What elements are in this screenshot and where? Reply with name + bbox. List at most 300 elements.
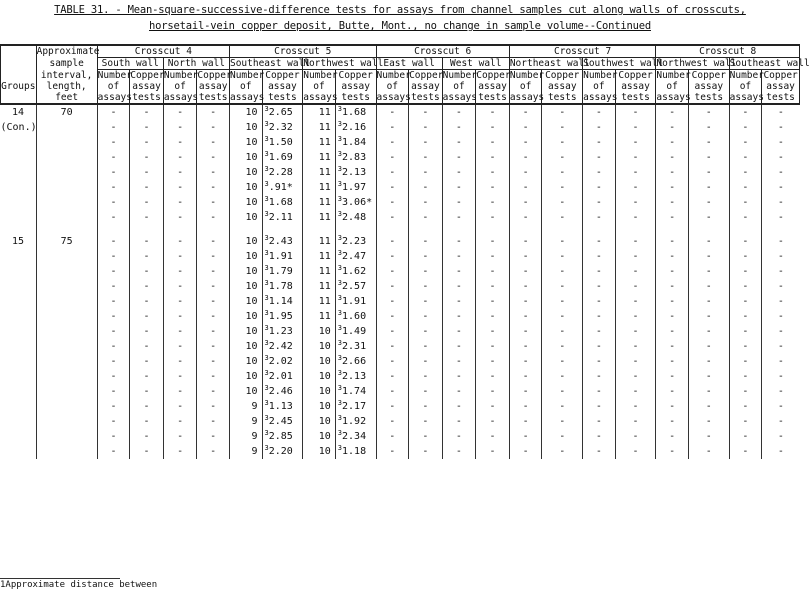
dash-cell: - — [615, 104, 656, 120]
header-wall: North wall — [163, 58, 229, 70]
nw-copper-assay-test — [335, 180, 376, 195]
dash-cell: - — [409, 339, 443, 354]
header-copper-assay-tests: assay — [542, 81, 583, 92]
dash-cell: - — [542, 279, 583, 294]
dash-cell: - — [130, 444, 164, 459]
dash-cell: - — [476, 369, 510, 384]
dash-cell: - — [688, 309, 729, 324]
dash-cell: - — [97, 294, 130, 309]
nw-number-of-assays: 11 — [303, 135, 336, 150]
footnote-marker: 3 — [337, 264, 343, 272]
dash-cell: - — [163, 354, 197, 369]
header-number-of-assays: assays — [229, 92, 265, 103]
footnote-marker: 3 — [264, 249, 269, 257]
footnote-marker: 3 — [337, 165, 343, 173]
dash-cell: - — [729, 279, 762, 294]
nw-copper-assay-test — [335, 354, 376, 369]
dash-cell: - — [130, 324, 164, 339]
data-table — [0, 44, 810, 459]
dash-cell: - — [688, 444, 729, 459]
table-row — [1, 195, 800, 210]
dash-cell: - — [656, 180, 689, 195]
dash-cell: - — [656, 324, 689, 339]
dash-cell: - — [97, 120, 130, 135]
dash-cell: - — [615, 249, 656, 264]
dash-cell: - — [376, 120, 409, 135]
dash-cell: - — [130, 180, 164, 195]
dash-cell: - — [476, 399, 510, 414]
header-number-of-assays: Number — [509, 70, 545, 81]
dash-cell: - — [409, 369, 443, 384]
footnote-marker: 3 — [337, 135, 343, 143]
nw-number-of-assays: 10 — [303, 444, 336, 459]
dash-cell: - — [376, 429, 409, 444]
nw-copper-assay-test — [335, 120, 376, 135]
dash-cell: - — [762, 195, 800, 210]
dash-cell: - — [476, 249, 510, 264]
footnote-marker: 3 — [337, 210, 343, 218]
dash-cell: - — [409, 279, 443, 294]
nw-copper-assay-test — [335, 234, 376, 249]
dash-cell: - — [442, 309, 476, 324]
dash-cell: - — [615, 444, 656, 459]
dash-cell: - — [688, 384, 729, 399]
dash-cell: - — [197, 279, 230, 294]
dash-cell: - — [442, 234, 476, 249]
dash-cell: - — [376, 339, 409, 354]
header-number-of-assays: assays — [303, 92, 338, 103]
dash-cell: - — [509, 309, 542, 324]
dash-cell: - — [542, 135, 583, 150]
nw-copper-assay-test — [335, 429, 376, 444]
value: 1.97 — [342, 182, 367, 193]
dash-cell: - — [376, 279, 409, 294]
value: 1.74 — [342, 386, 367, 397]
dash-cell: - — [509, 384, 542, 399]
footnote-marker: 3 — [264, 309, 269, 317]
dash-cell: - — [442, 294, 476, 309]
dash-cell: - — [409, 165, 443, 180]
se-number-of-assays: 9 — [229, 399, 262, 414]
dash-cell: - — [688, 210, 729, 225]
se-copper-assay-test — [262, 384, 303, 399]
group-cell — [1, 399, 37, 414]
dash-cell: - — [476, 120, 510, 135]
value: 1.60 — [342, 311, 367, 322]
se-copper-assay-test — [262, 180, 303, 195]
dash-cell: - — [476, 309, 510, 324]
footnote-marker: 3 — [264, 165, 269, 173]
nw-copper-assay-test — [335, 414, 376, 429]
group-cell — [1, 195, 37, 210]
dash-cell: - — [729, 165, 762, 180]
se-copper-assay-test — [262, 369, 303, 384]
footnote-marker: 3 — [264, 444, 269, 452]
dash-cell: - — [583, 399, 616, 414]
table-row — [1, 414, 800, 429]
value: 2.28 — [268, 167, 293, 178]
interval-cell — [36, 444, 97, 459]
dash-cell: - — [476, 444, 510, 459]
dash-cell: - — [409, 294, 443, 309]
dash-cell: - — [409, 444, 443, 459]
dash-cell: - — [163, 414, 197, 429]
dash-cell: - — [197, 414, 230, 429]
dash-cell: - — [163, 339, 197, 354]
footnote-marker: 3 — [337, 249, 343, 257]
header-number-of-assays: assays — [656, 92, 691, 103]
dash-cell: - — [163, 429, 197, 444]
footnote-marker: 3 — [337, 180, 343, 188]
interval-cell — [36, 309, 97, 324]
se-copper-assay-test — [262, 104, 303, 120]
header-number-of-assays: assays — [97, 92, 132, 103]
header-copper-assay-tests: Copper — [688, 70, 729, 82]
table-title: TABLE 31. - Mean-square-successive-difference tests for assays from channel samples cut along walls of crosscuts, — [54, 4, 746, 16]
dash-cell: - — [163, 294, 197, 309]
dash-cell: - — [409, 324, 443, 339]
dash-cell: - — [130, 120, 164, 135]
dash-cell: - — [615, 294, 656, 309]
value: .91* — [268, 182, 293, 193]
se-number-of-assays: 10 — [229, 180, 262, 195]
header-number-of-assays: Number — [583, 70, 618, 81]
dash-cell: - — [509, 210, 542, 225]
value: 2.66 — [342, 356, 367, 367]
header-copper-assay-tests: tests — [615, 92, 656, 104]
header-crosscut-4: Crosscut 4 — [97, 45, 229, 58]
dash-cell: - — [688, 120, 729, 135]
value: 1.78 — [268, 281, 293, 292]
dash-cell: - — [656, 369, 689, 384]
se-copper-assay-test — [262, 309, 303, 324]
dash-cell: - — [476, 195, 510, 210]
dash-cell: - — [163, 135, 197, 150]
dash-cell: - — [729, 180, 762, 195]
group-cell — [1, 354, 37, 369]
nw-copper-assay-test — [335, 150, 376, 165]
dash-cell: - — [442, 120, 476, 135]
table-row — [1, 339, 800, 354]
dash-cell: - — [197, 444, 230, 459]
value: 1.91 — [342, 296, 367, 307]
header-number-of-assays: assays — [583, 92, 618, 103]
dash-cell: - — [656, 279, 689, 294]
nw-copper-assay-test — [335, 104, 376, 120]
group-cell — [1, 339, 37, 354]
header-number-of-assays: Number — [376, 70, 411, 81]
dash-cell: - — [729, 264, 762, 279]
dash-cell: - — [97, 339, 130, 354]
dash-cell: - — [409, 104, 443, 120]
value: 2.11 — [268, 212, 293, 223]
se-number-of-assays: 10 — [229, 354, 262, 369]
nw-number-of-assays: 11 — [303, 249, 336, 264]
value: 2.47 — [342, 251, 367, 262]
dash-cell: - — [376, 354, 409, 369]
se-number-of-assays: 9 — [229, 414, 262, 429]
dash-cell: - — [688, 399, 729, 414]
dash-cell: - — [509, 354, 542, 369]
dash-cell: - — [688, 165, 729, 180]
dash-cell: - — [762, 135, 800, 150]
dash-cell: - — [542, 429, 583, 444]
se-copper-assay-test — [262, 120, 303, 135]
dash-cell: - — [729, 210, 762, 225]
dash-cell: - — [762, 339, 800, 354]
footnote-marker: 3 — [337, 369, 343, 377]
se-number-of-assays: 10 — [229, 264, 262, 279]
dash-cell: - — [97, 384, 130, 399]
dash-cell: - — [762, 324, 800, 339]
dash-cell: - — [615, 234, 656, 249]
header-copper-assay-tests: assay — [198, 81, 228, 92]
dash-cell: - — [729, 120, 762, 135]
table-row — [1, 294, 800, 309]
dash-cell: - — [762, 104, 800, 120]
nw-copper-assay-test — [335, 309, 376, 324]
dash-cell: - — [656, 429, 689, 444]
header-copper-assay-tests: tests — [688, 92, 729, 104]
dash-cell: - — [509, 120, 542, 135]
table-row — [1, 279, 800, 294]
interval-cell — [36, 195, 97, 210]
dash-cell: - — [376, 180, 409, 195]
dash-cell: - — [476, 135, 510, 150]
dash-cell: - — [442, 339, 476, 354]
se-copper-assay-test — [262, 429, 303, 444]
header-wall: West wall — [442, 58, 509, 70]
dash-cell: - — [583, 369, 616, 384]
table-row — [1, 429, 800, 444]
dash-cell: - — [197, 180, 230, 195]
value: 2.43 — [268, 236, 293, 247]
dash-cell: - — [130, 104, 164, 120]
se-number-of-assays: 10 — [229, 384, 262, 399]
nw-number-of-assays: 11 — [303, 150, 336, 165]
dash-cell: - — [583, 249, 616, 264]
dash-cell: - — [688, 234, 729, 249]
nw-number-of-assays: 11 — [303, 104, 336, 120]
header-row-walls — [1, 58, 800, 70]
dash-cell: - — [656, 234, 689, 249]
header-groups: Groups — [1, 81, 36, 92]
se-number-of-assays: 10 — [229, 294, 262, 309]
dash-cell: - — [762, 234, 800, 249]
dash-cell: - — [130, 165, 164, 180]
header-number-of-assays: of — [656, 81, 689, 92]
dash-cell: - — [476, 414, 510, 429]
dash-cell: - — [688, 414, 729, 429]
dash-cell: - — [130, 249, 164, 264]
group-cell: 15 — [12, 236, 25, 247]
value: 2.01 — [268, 371, 293, 382]
dash-cell: - — [542, 399, 583, 414]
se-number-of-assays: 10 — [229, 165, 262, 180]
interval-cell — [36, 324, 97, 339]
header-number-of-assays: of — [303, 81, 336, 92]
dash-cell: - — [656, 339, 689, 354]
header-copper-assay-tests: Copper — [409, 70, 444, 81]
value: 1.91 — [268, 251, 293, 262]
nw-number-of-assays: 10 — [303, 414, 336, 429]
dash-cell: - — [542, 414, 583, 429]
dash-cell: - — [376, 234, 409, 249]
header-number-of-assays: of — [509, 81, 542, 92]
dash-cell: - — [163, 120, 197, 135]
dash-cell: - — [729, 150, 762, 165]
footnote-marker: 3 — [264, 180, 269, 188]
dash-cell: - — [476, 104, 510, 120]
dash-cell: - — [656, 135, 689, 150]
dash-cell: - — [542, 294, 583, 309]
dash-cell: - — [615, 264, 656, 279]
dash-cell: - — [656, 399, 689, 414]
se-number-of-assays: 10 — [229, 324, 262, 339]
header-copper-assay-tests: tests — [762, 92, 800, 104]
dash-cell: - — [509, 444, 542, 459]
dash-cell: - — [583, 135, 616, 150]
dash-cell: - — [542, 104, 583, 120]
dash-cell: - — [509, 324, 542, 339]
value: 1.68 — [268, 197, 293, 208]
footnote-marker: 3 — [337, 279, 343, 287]
header-number-of-assays: of — [229, 81, 262, 92]
se-copper-assay-test — [262, 324, 303, 339]
value: 1.50 — [268, 137, 293, 148]
dash-cell: - — [409, 354, 443, 369]
dash-cell: - — [97, 444, 130, 459]
dash-cell: - — [163, 384, 197, 399]
dash-cell: - — [762, 150, 800, 165]
dash-cell: - — [130, 150, 164, 165]
footnote-marker: 3 — [337, 354, 343, 362]
nw-number-of-assays: 10 — [303, 429, 336, 444]
dash-cell: - — [197, 150, 230, 165]
nw-number-of-assays: 10 — [303, 324, 336, 339]
se-number-of-assays: 10 — [229, 135, 262, 150]
se-copper-assay-test — [262, 135, 303, 150]
interval-cell — [36, 120, 97, 135]
header-copper-assay-tests: assay — [476, 81, 510, 92]
value: 3.06* — [342, 197, 373, 208]
dash-cell: - — [762, 399, 800, 414]
dash-cell: - — [656, 249, 689, 264]
se-number-of-assays: 10 — [229, 369, 262, 384]
dash-cell: - — [376, 195, 409, 210]
header-wall: South wall — [97, 58, 163, 70]
dash-cell: - — [130, 294, 164, 309]
interval-cell — [36, 384, 97, 399]
dash-cell: - — [729, 444, 762, 459]
dash-cell: - — [97, 249, 130, 264]
dash-cell: - — [583, 444, 616, 459]
header-interval-4: length, — [36, 81, 97, 92]
header-wall: Southeast wall — [229, 58, 311, 69]
header-wall: East wall — [376, 58, 442, 70]
dash-cell: - — [509, 339, 542, 354]
footnote-marker: 3 — [337, 324, 343, 332]
nw-copper-assay-test — [335, 195, 376, 210]
dash-cell: - — [97, 309, 130, 324]
dash-cell: - — [542, 195, 583, 210]
dash-cell: - — [615, 339, 656, 354]
value: 2.45 — [268, 416, 293, 427]
dash-cell: - — [97, 264, 130, 279]
footnote-marker: 3 — [264, 324, 269, 332]
dash-cell: - — [762, 414, 800, 429]
dash-cell: - — [583, 104, 616, 120]
dash-cell: - — [442, 324, 476, 339]
dash-cell: - — [688, 354, 729, 369]
dash-cell: - — [409, 429, 443, 444]
dash-cell: - — [762, 354, 800, 369]
header-copper-assay-tests: Copper — [335, 70, 376, 82]
value: 1.14 — [268, 296, 293, 307]
dash-cell: - — [197, 339, 230, 354]
dash-cell: - — [97, 104, 130, 120]
se-copper-assay-test — [262, 414, 303, 429]
nw-copper-assay-test — [335, 249, 376, 264]
interval-cell — [36, 180, 97, 195]
footnote-marker: 3 — [264, 210, 269, 218]
nw-number-of-assays: 11 — [303, 195, 336, 210]
dash-cell: - — [542, 210, 583, 225]
group-cell — [1, 444, 37, 459]
nw-number-of-assays: 10 — [303, 369, 336, 384]
footnote-marker: 3 — [337, 105, 343, 113]
dash-cell: - — [542, 324, 583, 339]
dash-cell: - — [583, 150, 616, 165]
dash-cell: - — [163, 399, 197, 414]
dash-cell: - — [376, 444, 409, 459]
header-crosscut-6: Crosscut 6 — [376, 45, 509, 58]
dash-cell: - — [442, 279, 476, 294]
footnote-marker: 3 — [337, 195, 343, 203]
header-number-of-assays: Number — [729, 70, 764, 81]
header-number-of-assays: of — [163, 81, 197, 92]
header-interval-2: sample — [36, 58, 97, 70]
dash-cell: - — [542, 150, 583, 165]
interval-cell: 75 — [36, 234, 97, 249]
dash-cell: - — [130, 264, 164, 279]
dash-cell: - — [197, 210, 230, 225]
se-copper-assay-test — [262, 339, 303, 354]
dash-cell: - — [97, 180, 130, 195]
header-copper-assay-tests: Copper — [476, 70, 511, 81]
se-number-of-assays: 9 — [229, 429, 262, 444]
dash-cell: - — [729, 195, 762, 210]
dash-cell: - — [130, 399, 164, 414]
header-number-of-assays: assays — [442, 92, 477, 103]
header-crosscut-5: Crosscut 5 — [229, 45, 376, 58]
table-body — [1, 104, 800, 459]
dash-cell: - — [376, 369, 409, 384]
dash-cell: - — [409, 399, 443, 414]
dash-cell: - — [376, 384, 409, 399]
dash-cell: - — [97, 210, 130, 225]
dash-cell: - — [583, 384, 616, 399]
value: 2.31 — [342, 341, 367, 352]
dash-cell: - — [97, 279, 130, 294]
se-number-of-assays: 10 — [229, 120, 262, 135]
dash-cell: - — [509, 165, 542, 180]
dash-cell: - — [583, 339, 616, 354]
interval-cell — [36, 339, 97, 354]
dash-cell: - — [729, 414, 762, 429]
dash-cell: - — [615, 369, 656, 384]
dash-cell: - — [97, 234, 130, 249]
